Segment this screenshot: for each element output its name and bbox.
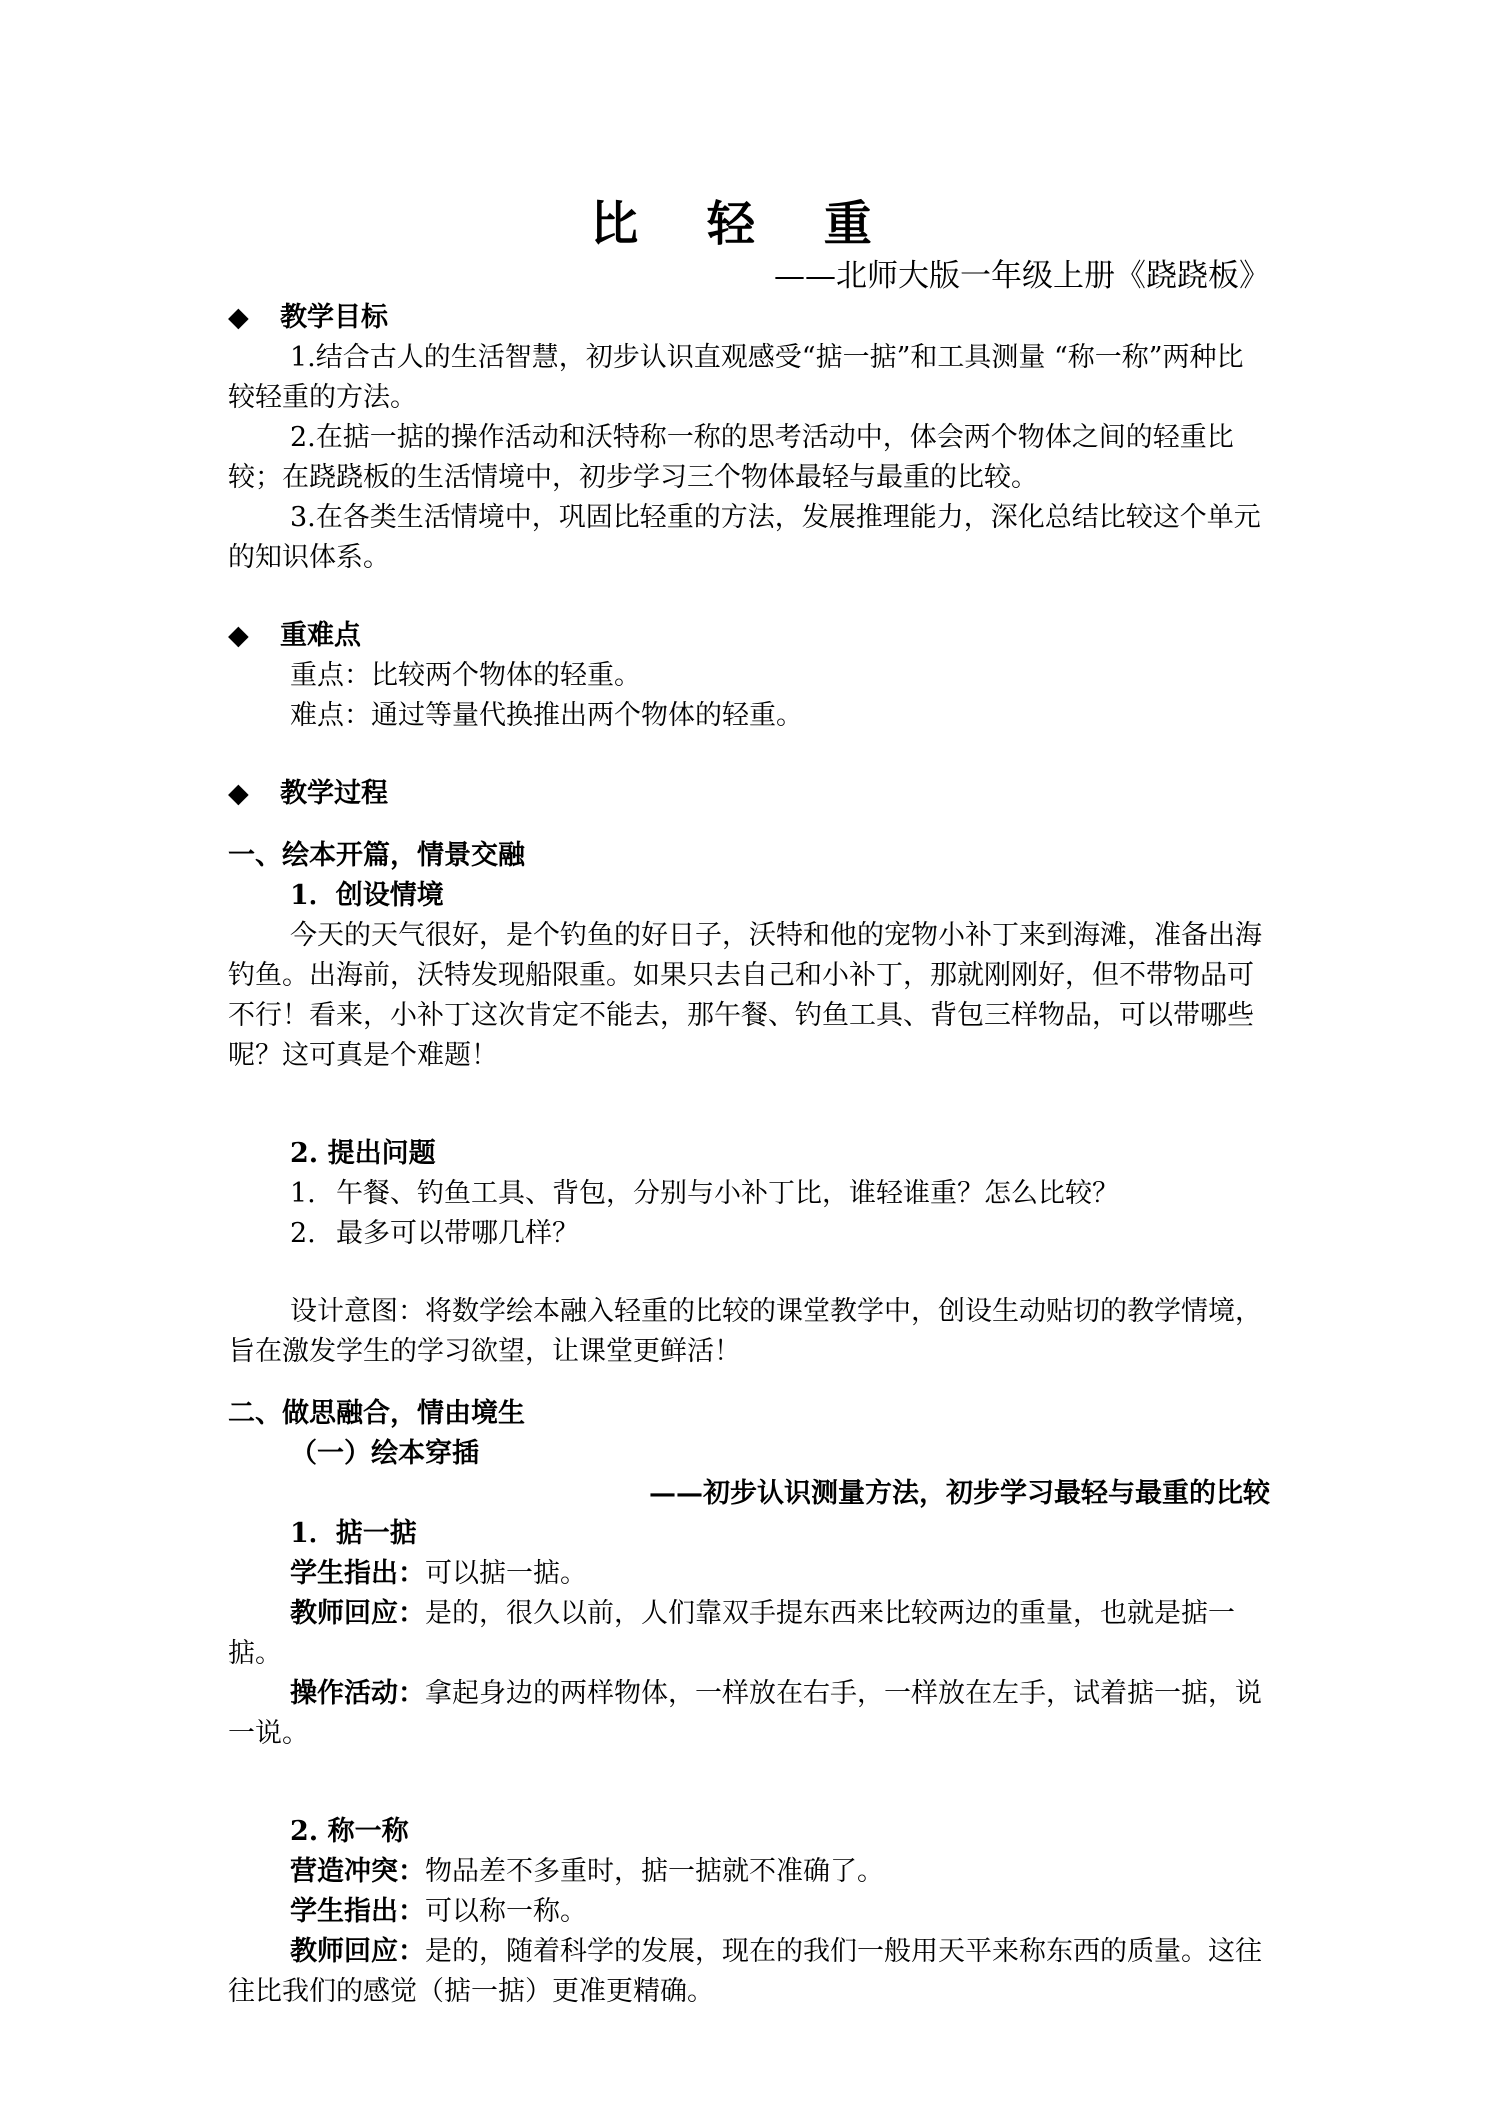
section-heading-key-points: ◆ 重难点 — [228, 616, 1270, 656]
question-1: 1. 午餐、钓鱼工具、背包，分别与小补丁比，谁轻谁重？怎么比较？ — [290, 1178, 1119, 1209]
design-intent: 设计意图：将数学绘本融入轻重的比较的课堂教学中，创设生动贴切的教学情境，旨在激发学生的学习欲望，让课堂更鲜活！ — [228, 1296, 1262, 1367]
document-title: 比 轻 重 — [590, 196, 898, 252]
part1-step1-title: 1．创设情境 — [290, 880, 444, 911]
section-heading-process: ◆ 教学过程 — [228, 774, 1270, 814]
step-b-student: 学生指出：可以称一称。 — [290, 1896, 587, 1927]
part1-step1-text: 今天的天气很好，是个钓鱼的好日子，沃特和他的宠物小补丁来到海滩，准备出海钓鱼。出海前，沃特发现船限重。如果只去自己和小补丁，那就刚刚好，但不带物品可不行！看来，小补丁这次肯定不能去，那午餐、钓鱼工具、背包三样物品，可以带哪些呢？这可真是个难题！ — [228, 920, 1262, 1071]
objective-2: 2.在掂一掂的操作活动和沃特称一称的思考活动中，体会两个物体之间的轻重比较；在跷跷板的生活情境中，初步学习三个物体最轻与最重的比较。 — [228, 422, 1234, 493]
objective-3: 3.在各类生活情境中，巩固比轻重的方法，发展推理能力，深化总结比较这个单元的知识体系。 — [228, 502, 1261, 573]
part1-title: 一、绘本开篇，情景交融 — [228, 840, 525, 871]
diamond-bullet-icon: ◆ — [228, 778, 249, 809]
diamond-bullet-icon: ◆ — [228, 302, 249, 333]
key-point-difficulty: 难点：通过等量代换推出两个物体的轻重。 — [290, 700, 803, 731]
part2-title: 二、做思融合，情由境生 — [228, 1398, 525, 1429]
key-point-focus: 重点：比较两个物体的轻重。 — [290, 660, 641, 691]
part2-subsection-title: （一）绘本穿插 — [290, 1438, 479, 1469]
step-b-teacher: 教师回应：是的，随着科学的发展，现在的我们一般用天平来称东西的质量。这往往比我们的感觉（掂一掂）更准更精确。 — [228, 1936, 1262, 2007]
question-2: 2. 最多可以带哪几样？ — [290, 1218, 579, 1249]
document-subtitle: ——北师大版一年级上册《跷跷板》 — [774, 258, 1270, 294]
step-a-operation: 操作活动：拿起身边的两样物体，一样放在右手，一样放在左手，试着掂一掂，说一说。 — [228, 1678, 1262, 1749]
part2-subsection-note: ——初步认识测量方法，初步学习最轻与最重的比较 — [649, 1478, 1270, 1509]
objective-1: 1.结合古人的生活智慧，初步认识直观感受“掂一掂”和工具测量 “称一称”两种比较轻重的方法。 — [228, 342, 1244, 413]
step-b-conflict: 营造冲突：物品差不多重时，掂一掂就不准确了。 — [290, 1856, 884, 1887]
part1-step2-title: 2. 提出问题 — [290, 1138, 436, 1169]
document-body — [228, 298, 1270, 2012]
step-weigh-with-scale-title: 2. 称一称 — [290, 1816, 409, 1847]
step-a-teacher: 教师回应：是的，很久以前，人们靠双手提东西来比较两边的重量，也就是掂一掂。 — [228, 1598, 1235, 1669]
diamond-bullet-icon: ◆ — [228, 620, 249, 651]
step-a-student: 学生指出：可以掂一掂。 — [290, 1558, 587, 1589]
section-heading-objectives: ◆ 教学目标 — [228, 298, 1270, 338]
step-weigh-by-hand-title: 1．掂一掂 — [290, 1518, 417, 1549]
